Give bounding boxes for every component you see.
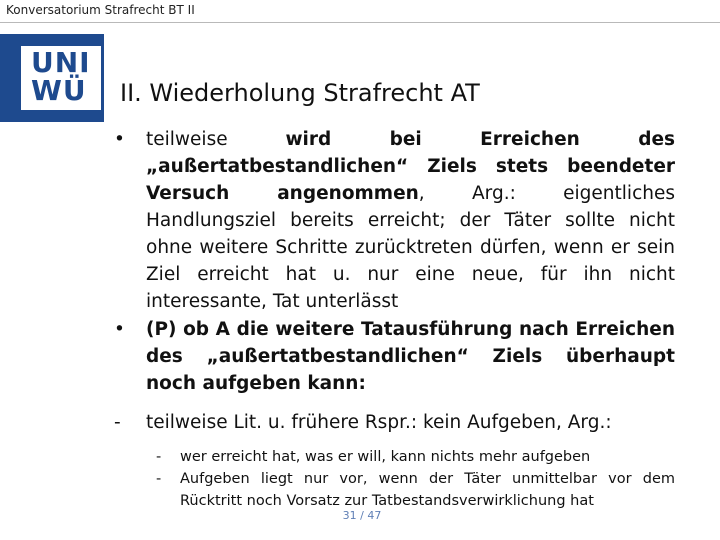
- sub-list-item: [156, 468, 675, 512]
- bullet-1-bold: wird bei Erreichen des „außertatbestandlichen“ Ziels stets beendeter Versuch angenommen: [146, 129, 676, 204]
- header-divider: [0, 22, 720, 23]
- logo-text-line-2: WÜ: [31, 74, 87, 107]
- dash-item-text: teilweise Lit. u. frühere Rspr.: kein Aufgeben, Arg.:: [146, 412, 612, 433]
- sub-list: [156, 446, 675, 512]
- sub-item-text: Aufgeben liegt nur vor, wenn der Täter unmittelbar vor dem Rücktritt noch Vorsatz zur Tatbestandsverwirklichung hat: [180, 471, 675, 509]
- logo-inner-panel: [21, 46, 101, 110]
- sub-item-text: wer erreicht hat, was er will, kann nichts mehr aufgeben: [180, 449, 591, 465]
- bullet-marker: •: [114, 129, 125, 150]
- sub-dash-marker: -: [156, 471, 162, 487]
- bullet-1-normal-a: teilweise: [146, 129, 286, 150]
- dash-item: [110, 409, 675, 436]
- bullet-item-2: [110, 316, 675, 397]
- logo-text-line-1: UNI: [31, 46, 91, 79]
- dash-marker: -: [114, 412, 121, 433]
- bullet-marker: •: [114, 319, 125, 340]
- slide-title: II. Wiederholung Strafrecht AT: [120, 79, 480, 107]
- page-number: 31 / 47: [342, 509, 382, 522]
- bullet-1-normal-b: , Arg.: eigentliches Handlungsziel bereits erreicht; der Täter sollte nicht ohne weitere Schritte zurücktreten dürfen, wenn er sein Ziel erreicht hat u. nur eine neue, für ihn nicht interessante, Tat unterlässt: [146, 183, 675, 312]
- sub-list-item: [156, 446, 675, 468]
- university-logo: [0, 34, 104, 122]
- bullet-item-1: [110, 126, 675, 315]
- course-header: Konversatorium Strafrecht BT II: [6, 3, 195, 17]
- bullet-2-bold: (P) ob A die weitere Tatausführung nach Erreichen des „außertatbestandlichen“ Ziels überhaupt noch aufgeben kann:: [146, 319, 675, 394]
- sub-dash-marker: -: [156, 449, 162, 465]
- slide-content: [110, 126, 675, 512]
